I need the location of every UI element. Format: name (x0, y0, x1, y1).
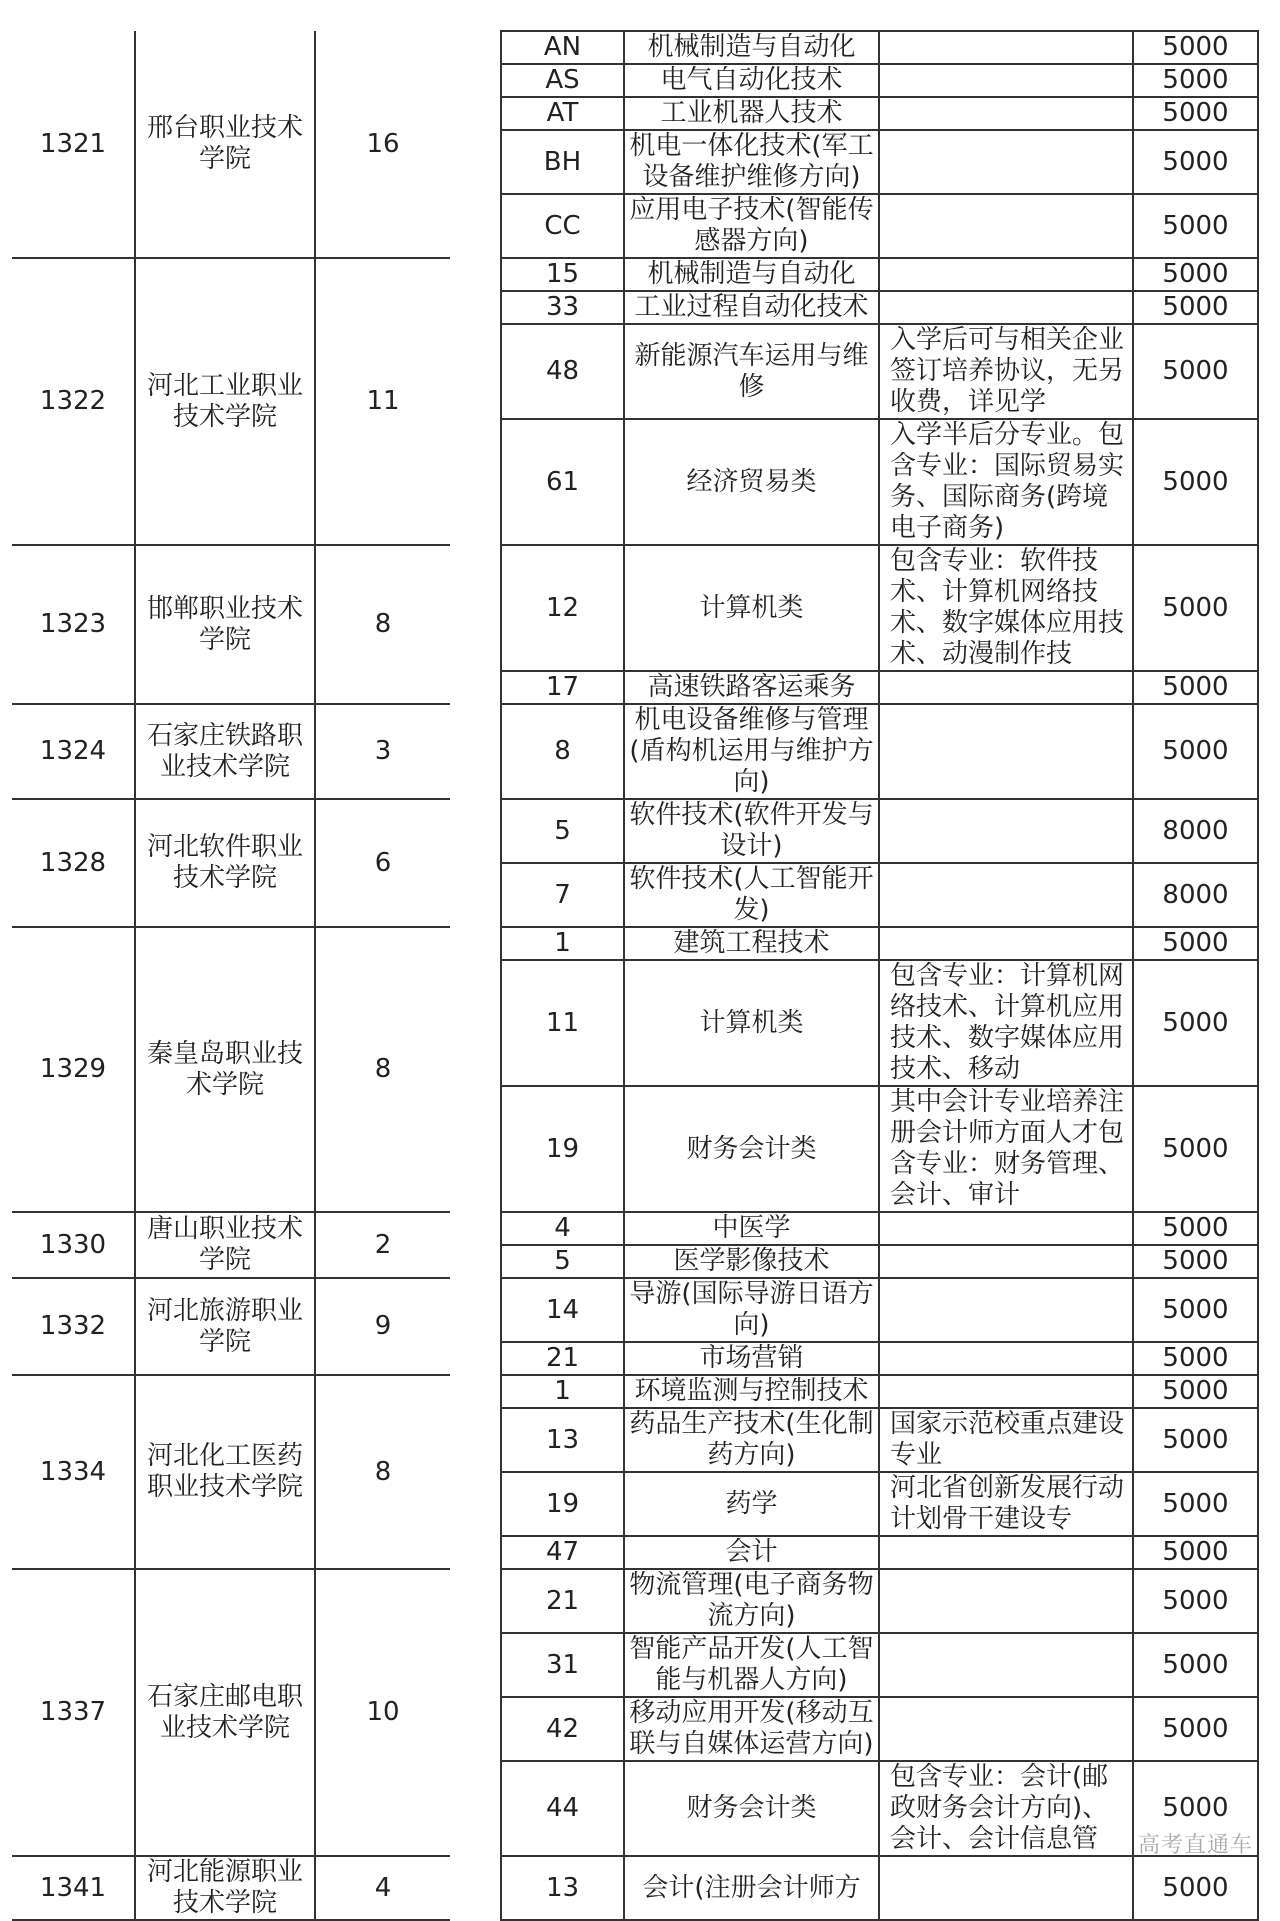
note-cell: 包含专业：软件技术、计算机网络技术、数字媒体应用技术、动漫制作技 (879, 545, 1133, 671)
major-name-cell: 计算机类 (624, 545, 879, 671)
school-code-cell: 1324 (12, 704, 135, 799)
note-cell (879, 1245, 1133, 1278)
school-name-cell: 邯郸职业技术学院 (135, 545, 315, 704)
major-code-cell: 12 (501, 545, 624, 671)
school-name-cell: 河北旅游职业学院 (135, 1278, 315, 1375)
table-row (12, 1278, 1258, 1342)
school-name-cell: 唐山职业技术学院 (135, 1212, 315, 1278)
major-code-cell: 5 (501, 799, 624, 863)
note-cell (879, 258, 1133, 291)
note-cell (879, 927, 1133, 960)
tuition-fee-cell: 5000 (1133, 97, 1258, 130)
major-name-cell: 软件技术(人工智能开发) (624, 863, 879, 927)
major-code-cell: 7 (501, 863, 624, 927)
major-code-cell: AS (501, 64, 624, 97)
column-gap (450, 258, 501, 545)
major-name-cell: 中医学 (624, 1212, 879, 1245)
major-name-cell: 导游(国际导游日语方向) (624, 1278, 879, 1342)
major-code-cell: 47 (501, 1536, 624, 1569)
school-code-cell: 1341 (12, 1856, 135, 1920)
major-code-cell: 13 (501, 1408, 624, 1472)
major-code-cell: 17 (501, 671, 624, 704)
table-row (12, 258, 1258, 291)
major-code-cell: 14 (501, 1278, 624, 1342)
school-code-cell: 1323 (12, 545, 135, 704)
note-cell (879, 194, 1133, 258)
column-gap (450, 1375, 501, 1569)
tuition-fee-cell: 8000 (1133, 863, 1258, 927)
table-row (12, 31, 1258, 64)
note-cell (879, 291, 1133, 324)
tuition-fee-cell: 5000 (1133, 1342, 1258, 1375)
tuition-fee-cell: 5000 (1133, 1761, 1258, 1856)
major-code-cell: 44 (501, 1761, 624, 1856)
tuition-fee-cell: 5000 (1133, 31, 1258, 64)
note-cell (879, 1697, 1133, 1761)
table-row (12, 704, 1258, 799)
tuition-fee-cell: 5000 (1133, 1697, 1258, 1761)
school-code-cell: 1330 (12, 1212, 135, 1278)
major-code-cell: 4 (501, 1212, 624, 1245)
plan-count-cell: 8 (315, 1375, 450, 1569)
tuition-fee-cell: 5000 (1133, 1086, 1258, 1212)
school-code-cell: 1328 (12, 799, 135, 927)
major-name-cell: 电气自动化技术 (624, 64, 879, 97)
major-code-cell: 21 (501, 1342, 624, 1375)
note-cell (879, 1856, 1133, 1920)
tuition-fee-cell: 5000 (1133, 291, 1258, 324)
major-name-cell: 经济贸易类 (624, 419, 879, 545)
major-code-cell: 5 (501, 1245, 624, 1278)
school-code-cell: 1332 (12, 1278, 135, 1375)
column-gap (450, 1212, 501, 1278)
major-name-cell: 会计 (624, 1536, 879, 1569)
note-cell (879, 1212, 1133, 1245)
tuition-fee-cell: 5000 (1133, 324, 1258, 419)
major-code-cell: 42 (501, 1697, 624, 1761)
major-code-cell: 61 (501, 419, 624, 545)
major-code-cell: 19 (501, 1086, 624, 1212)
tuition-fee-cell: 5000 (1133, 1278, 1258, 1342)
table-row (12, 1569, 1258, 1633)
major-name-cell: 医学影像技术 (624, 1245, 879, 1278)
major-name-cell: 智能产品开发(人工智能与机器人方向) (624, 1633, 879, 1697)
major-code-cell: CC (501, 194, 624, 258)
tuition-fee-cell: 5000 (1133, 704, 1258, 799)
table-row (12, 927, 1258, 960)
table-row (12, 1212, 1258, 1245)
note-cell (879, 31, 1133, 64)
school-code-cell: 1322 (12, 258, 135, 545)
school-name-cell: 石家庄铁路职业技术学院 (135, 704, 315, 799)
note-cell (879, 1536, 1133, 1569)
major-code-cell: BH (501, 130, 624, 194)
tuition-fee-cell: 5000 (1133, 1633, 1258, 1697)
table-row (12, 1375, 1258, 1408)
tuition-fee-cell: 5000 (1133, 64, 1258, 97)
major-name-cell: 市场营销 (624, 1342, 879, 1375)
major-name-cell: 财务会计类 (624, 1761, 879, 1856)
school-name-cell: 秦皇岛职业技术学院 (135, 927, 315, 1212)
plan-count-cell: 16 (315, 31, 450, 258)
tuition-fee-cell: 5000 (1133, 258, 1258, 291)
plan-count-cell: 2 (315, 1212, 450, 1278)
tuition-fee-cell: 5000 (1133, 1212, 1258, 1245)
note-cell (879, 1375, 1133, 1408)
major-code-cell: AN (501, 31, 624, 64)
note-cell (879, 1569, 1133, 1633)
note-cell (879, 863, 1133, 927)
major-name-cell: 会计(注册会计师方 (624, 1856, 879, 1920)
note-cell (879, 671, 1133, 704)
major-name-cell: 机电设备维修与管理(盾构机运用与维护方向) (624, 704, 879, 799)
school-name-cell: 河北化工医药职业技术学院 (135, 1375, 315, 1569)
major-name-cell: 机电一体化技术(军工设备维护维修方向) (624, 130, 879, 194)
tuition-fee-cell: 5000 (1133, 545, 1258, 671)
tuition-fee-cell: 5000 (1133, 1408, 1258, 1472)
plan-count-cell: 8 (315, 927, 450, 1212)
tuition-fee-cell: 5000 (1133, 1375, 1258, 1408)
school-code-cell: 1334 (12, 1375, 135, 1569)
note-cell: 入学后可与相关企业签订培养协议，无另收费，详见学 (879, 324, 1133, 419)
major-name-cell: 计算机类 (624, 960, 879, 1086)
tuition-fee-cell: 5000 (1133, 1856, 1258, 1920)
note-cell: 其中会计专业培养注册会计师方面人才包含专业：财务管理、会计、审计 (879, 1086, 1133, 1212)
table-row (12, 799, 1258, 863)
major-code-cell: 19 (501, 1472, 624, 1536)
major-code-cell: 48 (501, 324, 624, 419)
tuition-fee-cell: 5000 (1133, 194, 1258, 258)
note-cell (879, 704, 1133, 799)
note-cell (879, 64, 1133, 97)
column-gap (450, 799, 501, 927)
watermark-text: 高考直通车 (1138, 1833, 1254, 1858)
school-code-cell: 1321 (12, 31, 135, 258)
note-cell: 入学半后分专业。包含专业：国际贸易实务、国际商务(跨境电子商务) (879, 419, 1133, 545)
note-cell: 国家示范校重点建设专业 (879, 1408, 1133, 1472)
column-gap (450, 31, 501, 258)
major-code-cell: 31 (501, 1633, 624, 1697)
major-name-cell: 应用电子技术(智能传感器方向) (624, 194, 879, 258)
major-name-cell: 建筑工程技术 (624, 927, 879, 960)
note-cell: 包含专业：计算机网络技术、计算机应用技术、数字媒体应用技术、移动 (879, 960, 1133, 1086)
note-cell: 包含专业：会计(邮政财务会计方向)、会计、会计信息管 (879, 1761, 1133, 1856)
table-body (12, 31, 1258, 1920)
plan-count-cell: 4 (315, 1856, 450, 1920)
table-row (12, 545, 1258, 671)
column-gap (450, 1278, 501, 1375)
major-name-cell: 软件技术(软件开发与设计) (624, 799, 879, 863)
major-name-cell: 新能源汽车运用与维修 (624, 324, 879, 419)
major-name-cell: 高速铁路客运乘务 (624, 671, 879, 704)
school-code-cell: 1337 (12, 1569, 135, 1856)
admission-plan-table (12, 30, 1259, 1921)
tuition-fee-cell: 5000 (1133, 960, 1258, 1086)
school-name-cell: 石家庄邮电职业技术学院 (135, 1569, 315, 1856)
major-code-cell: 1 (501, 927, 624, 960)
column-gap (450, 1569, 501, 1856)
note-cell (879, 1633, 1133, 1697)
column-gap (450, 927, 501, 1212)
major-code-cell: AT (501, 97, 624, 130)
major-name-cell: 药品生产技术(生化制药方向) (624, 1408, 879, 1472)
major-code-cell: 15 (501, 258, 624, 291)
school-name-cell: 河北软件职业技术学院 (135, 799, 315, 927)
tuition-fee-cell: 8000 (1133, 799, 1258, 863)
column-gap (450, 1856, 501, 1920)
major-name-cell: 财务会计类 (624, 1086, 879, 1212)
note-cell (879, 1342, 1133, 1375)
column-gap (450, 545, 501, 704)
major-name-cell: 环境监测与控制技术 (624, 1375, 879, 1408)
plan-count-cell: 10 (315, 1569, 450, 1856)
note-cell (879, 799, 1133, 863)
plan-count-cell: 8 (315, 545, 450, 704)
plan-count-cell: 9 (315, 1278, 450, 1375)
major-name-cell: 工业过程自动化技术 (624, 291, 879, 324)
tuition-fee-cell: 5000 (1133, 130, 1258, 194)
note-cell (879, 1278, 1133, 1342)
major-name-cell: 工业机器人技术 (624, 97, 879, 130)
tuition-fee-cell: 5000 (1133, 671, 1258, 704)
major-code-cell: 33 (501, 291, 624, 324)
school-name-cell: 河北工业职业技术学院 (135, 258, 315, 545)
major-code-cell: 21 (501, 1569, 624, 1633)
plan-count-cell: 6 (315, 799, 450, 927)
major-name-cell: 物流管理(电子商务物流方向) (624, 1569, 879, 1633)
note-cell (879, 97, 1133, 130)
note-cell: 河北省创新发展行动计划骨干建设专 (879, 1472, 1133, 1536)
major-name-cell: 机械制造与自动化 (624, 258, 879, 291)
plan-count-cell: 3 (315, 704, 450, 799)
tuition-fee-cell: 5000 (1133, 1245, 1258, 1278)
tuition-fee-cell: 5000 (1133, 1569, 1258, 1633)
school-name-cell: 河北能源职业技术学院 (135, 1856, 315, 1920)
major-name-cell: 移动应用开发(移动互联与自媒体运营方向) (624, 1697, 879, 1761)
school-name-cell: 邢台职业技术学院 (135, 31, 315, 258)
major-code-cell: 11 (501, 960, 624, 1086)
tuition-fee-cell: 5000 (1133, 419, 1258, 545)
major-name-cell: 药学 (624, 1472, 879, 1536)
school-code-cell: 1329 (12, 927, 135, 1212)
plan-count-cell: 11 (315, 258, 450, 545)
table-row (12, 1856, 1258, 1920)
major-code-cell: 8 (501, 704, 624, 799)
tuition-fee-cell: 5000 (1133, 1472, 1258, 1536)
tuition-fee-cell: 5000 (1133, 927, 1258, 960)
major-name-cell: 机械制造与自动化 (624, 31, 879, 64)
column-gap (450, 704, 501, 799)
tuition-fee-cell: 5000 (1133, 1536, 1258, 1569)
major-code-cell: 13 (501, 1856, 624, 1920)
note-cell (879, 130, 1133, 194)
major-code-cell: 1 (501, 1375, 624, 1408)
